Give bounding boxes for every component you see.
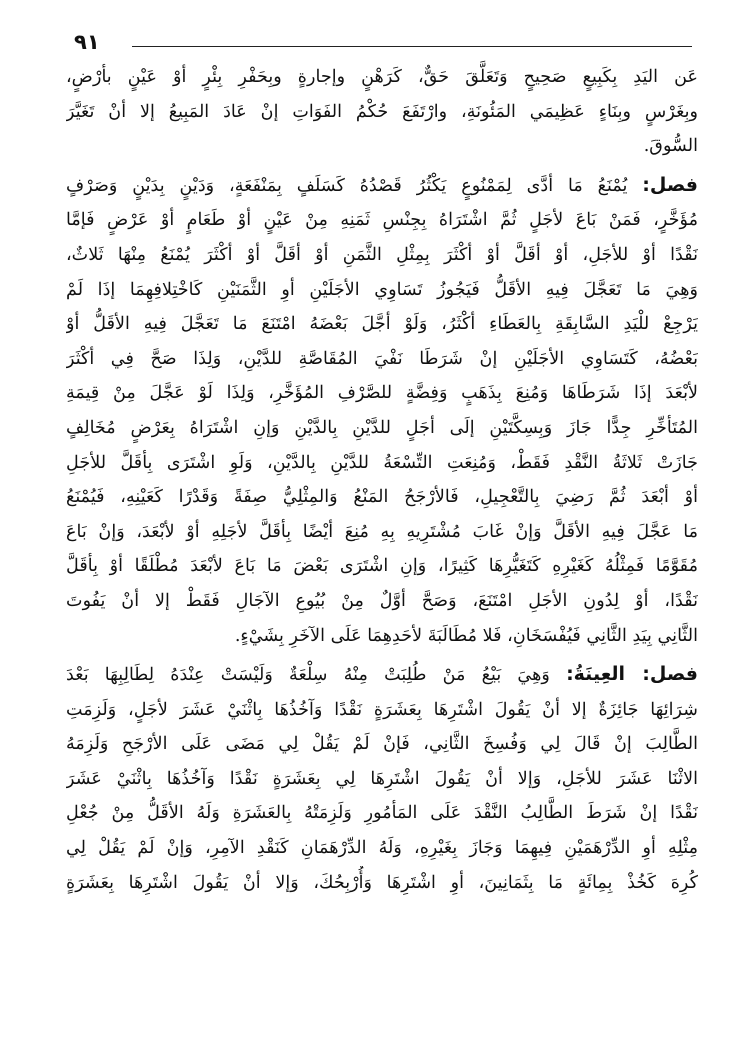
paragraph-1 <box>66 60 698 164</box>
text-line <box>66 168 698 204</box>
text-line: كُرِهَ كَخُذْ بِمِائَةٍ مَا بِثَمَانِينَ، أوِ اشْتَرِهَا وَأُرْبِحُكَ، وَإلا أنْ يَقُولَ اشْتَرِهَا بِعَشَرَةٍ <box>66 872 698 893</box>
text-line: السُّوقَ. <box>643 136 698 157</box>
text-line-content: يُمْنَعُ مَا أدَّى لِمَمْنُوعٍ يَكْثُرُ قَصْدُهُ كَسَلَفٍ بِمَنْفَعَةٍ، وَدَيْنٍ بِدَيْنٍ وَصَرْفٍ <box>66 175 628 196</box>
text-line <box>66 657 698 693</box>
text-line: جَازَتْ ثَلاثَةُ النَّقْدِ فَقَطْ، وَمُنِعَتِ التِّسْعَةُ للدَّيْنِ بِالدَّيْنِ، وَلَوِ اشْتَرَى بِأقَلَّ للأجَلِ <box>66 452 698 473</box>
page-body <box>66 60 698 904</box>
text-line-content: وَهِيَ بَيْعُ مَنْ طُلِبَتْ مِنْهُ سِلْعَةٌ وَلَيْسَتْ عِنْدَهُ لِطَالِبِهَا بَعْدَ <box>66 665 550 686</box>
text-line: وَهِيَ مَا تَعَجَّلَ فِيهِ الأقَلُّ فَيَجُوزُ تَسَاوِي الأجَلَيْنِ أوِ الثَّمَنَيْنِ كَاخْتِلافِهِمَا إذَا لَمْ <box>66 279 698 300</box>
text-line: لأبْعَدَ إذَا شَرَطَاهَا وَمُنِعَ بِذَهَبٍ وَفِضَّةٍ للصَّرْفِ المُؤَخَّرِ، وَلِذَا لَوْ عَجَّلَ مِنْ قِيمَةِ <box>66 383 698 404</box>
text-line: مُؤَخَّرٍ، فَمَنْ بَاعَ لأجَلٍ ثُمَّ اشْتَرَاهُ بِجِنْسِ ثَمَنِهِ مِنْ عَيْنٍ أوْ طَعَامٍ أوْ عَرْضٍ فَإمَّا <box>66 210 698 231</box>
text-line: أوْ أبْعَدَ ثُمَّ رَضِيَ بِالتَّعْجِيلِ، فَالأرْجَحُ المَنْعُ وَالمِثْلِيُّ صِفَةً وَقَدْرًا كَعَيْنِهِ، فَيُمْنَعُ <box>66 487 698 508</box>
section-heading: فصل: <box>642 173 698 196</box>
page-number: ٩١ <box>74 30 100 54</box>
text-line: عَن اليَدِ بِكَبِيعٍ صَحِيحٍ وَتَعَلَّقَ حَقٌّ، كَرَهْنٍ وإجارةٍ وبِحَفْرِ بِئْرٍ أوْ عَيْنٍ بأرْضٍ، <box>66 67 698 87</box>
text-line: وبِغَرْسٍ وبِنَاءٍ عَظِيمَي المَئُونَةِ، وارْتَفَعَ حُكْمُ الفَوَاتِ إنْ عَادَ المَبِيعُ إلا أنْ تَغَيَّرَ <box>66 101 698 122</box>
text-line: الثَّانِي بِيَدِ الثَّانِي فَيُفْسَخَانِ، فَلا مُطَالَبَةَ لأحَدِهِمَا عَلَى الآخَرِ بِشَيْءٍ. <box>234 625 698 646</box>
text-line: الاثْنَا عَشَرَ للأجَلِ، وَإلا أنْ يَقُولَ اشْتَرِهَا لِي بِعَشَرَةٍ نَقْدًا وَآخُذُهَا بِاثْنَيْ عَشَرَ <box>66 768 698 789</box>
text-line: مِثْلِهِ أوِ الدِّرْهَمَيْنِ فِيهِمَا وَجَازَ بِغَيْرِهِ، وَلَهُ الدِّرْهَمَانِ كَنَقْدِ الآمِرِ، وَإنْ لَمْ يَقُلْ لِي <box>66 838 698 859</box>
text-line: بَعْضُهُ، كَتَسَاوِي الأجَلَيْنِ إنْ شَرَطَا نَفْيَ المُقَاصَّةِ للدَّيْنِ، وَلِذَا صَحَّ فِي أكْثَرَ <box>66 348 698 369</box>
text-line: نَقْدًا أوْ للأجَلِ، أوْ أقَلَّ أوْ أكْثَرَ بِمِثْلِ الثَّمَنِ أوْ أقَلَّ أوْ أكْثَرَ يُمْنَعُ مِنْهَا ثَلاثٌ، <box>66 244 698 265</box>
text-line: نَقْدًا، أوْ لِدُونِ الأجَلِ امْتَنَعَ، وَصَحَّ أوَّلٌ مِنْ بُيُوعِ الآجَالِ فَقَطْ إلا أنْ يَفُوتَ <box>66 590 698 611</box>
text-line: الطَّالِبَ إنْ قَالَ لِي وَفُسِخَ الثَّانِي، فَإنْ لَمْ يَقُلْ لِي مَضَى عَلَى الأرْجَحِ وَلَزِمَهُ <box>66 734 698 755</box>
paragraph-3 <box>66 657 698 900</box>
text-line: مَا عَجَّلَ فِيهِ الأقَلَّ وَإنْ غَابَ مُشْتَرِيهِ بِهِ مُنِعَ أيْضًا بِأقَلَّ لأجَلِهِ أوْ لأبْعَدَ، وَإنْ بَاعَ <box>66 521 698 542</box>
text-line: شِرَائِهَا جَائِزَةٌ إلا أنْ يَقُولَ اشْتَرِهَا بِعَشَرَةٍ نَقْدًا وَآخُذُهَا بِاثْنَيْ عَشَرَ لأجَلٍ، وَلَزِمَتِ <box>66 699 698 720</box>
text-line: نَقْدًا إنْ شَرَطَ الطَّالِبُ النَّقْدَ عَلَى المَأمُورِ وَلَزِمَتْهُ بِالعَشَرَةِ وَلَهُ الأقَلُّ مِنْ جُعْلِ <box>66 803 698 824</box>
paragraph-2 <box>66 168 698 653</box>
text-line: المُتَأخِّرِ جِدًّا جَازَ وَبِسِكَّتَيْنِ إلَى أجَلٍ للدَّيْنِ بِالدَّيْنِ وَإنِ اشْتَرَاهُ بِعَرْضٍ مُخَالِفٍ <box>66 417 698 438</box>
header-rule <box>132 46 692 47</box>
page-header <box>52 28 692 58</box>
text-line: مُقَوَّمًا فَمِثْلُهُ كَغَيْرِهِ كَتَغَيُّرِهَا كَثِيرًا، وَإنِ اشْتَرَى بَعْضَ مَا بَاعَ لأبْعَدَ مُطْلَقًا أوْ بِأقَلَّ <box>66 556 698 577</box>
text-line: يَرْجِعْ للْيَدِ السَّابِقَةِ بِالعَطَاءِ أكْثَرُ، وَلَوْ أجَّلَ بَعْضَهُ امْتَنَعَ مَا تَعَجَّلَ فِيهِ الأقَلُّ أوْ <box>66 314 698 335</box>
section-heading: فصل: العِينَةُ: <box>566 663 698 686</box>
